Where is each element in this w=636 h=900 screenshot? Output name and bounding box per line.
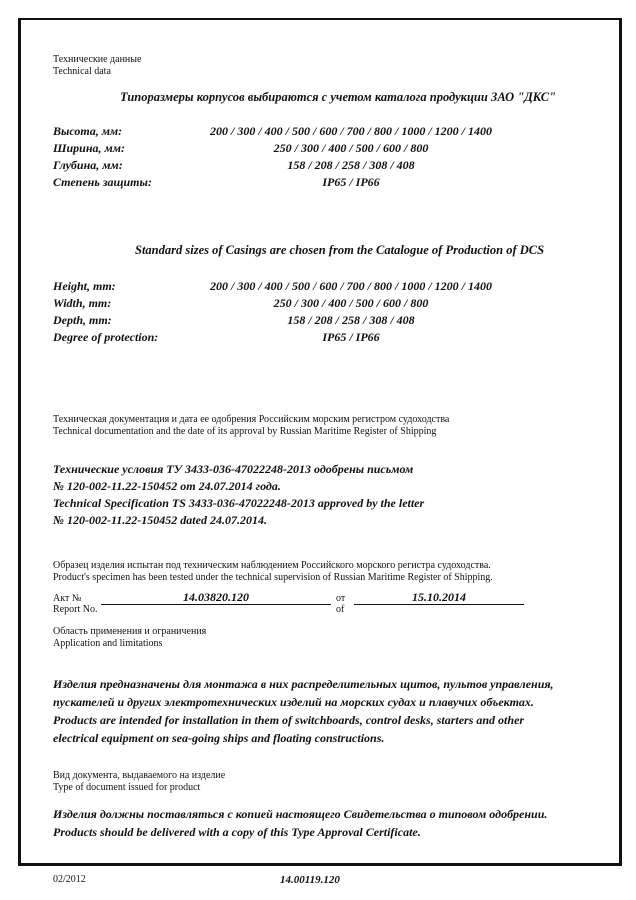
application-line: Products are intended for installation in them of switchboards, control desks, starters and other — [53, 713, 525, 727]
spec-label: Ширина, мм: — [53, 141, 125, 155]
spec-value: 200 / 300 / 400 / 500 / 600 / 700 / 800 / 1000 / 1200 / 1400 — [209, 279, 492, 293]
specimen-ru: Образец изделия испытан под техническим наблюдением Российского морского регистра судоходства. — [53, 560, 491, 571]
report-label-ru: Акт № — [53, 593, 82, 604]
spec-value: 158 / 208 / 258 / 308 / 408 — [287, 158, 415, 172]
spec-label: Степень защиты: — [53, 175, 152, 189]
technical-data-en: Technical data — [53, 66, 111, 77]
doc-type-line: Изделия должны поставляться с копией настоящего Свидетельства о типовом одобрении. — [53, 807, 548, 821]
specimen-en: Product's specimen has been tested under the technical supervision of Russian Maritime Register of Shipping. — [53, 572, 493, 583]
casings-heading-en: Standard sizes of Casings are chosen from the Catalogue of Production of DCS — [135, 243, 545, 257]
spec-value: 250 / 300 / 400 / 500 / 600 / 800 — [273, 141, 429, 155]
spec-value: IP65 / IP66 — [322, 330, 380, 344]
doc-type-ru: Вид документа, выдаваемого на изделие — [53, 770, 226, 781]
spec-label: Height, mm: — [53, 279, 116, 293]
report-of-ru: от — [336, 593, 346, 604]
application-line: electrical equipment on sea-going ships and floating constructions. — [53, 731, 385, 745]
tech-spec-line: № 120-002-11.22-150452 от 24.07.2014 года. — [53, 479, 281, 493]
tech-spec-line: Technical Specification TS 3433-036-47022248-2013 approved by the letter — [53, 496, 425, 510]
spec-label: Depth, mm: — [53, 313, 112, 327]
application-line: пускателей и других электротехнических изделий на морских судах и плавучих объектах. — [53, 695, 534, 709]
tech-doc-ru: Техническая документация и дата ее одобрения Российским морским регистром судоходства — [53, 414, 450, 425]
form-code: 02/2012 — [53, 874, 86, 885]
spec-label: Width, mm: — [53, 296, 112, 310]
application-ru: Область применения и ограничения — [53, 626, 207, 637]
tech-spec-line: Технические условия ТУ 3433-036-47022248-2013 одобрены письмом — [53, 462, 414, 476]
doc-type-line: Products should be delivered with a copy of this Type Approval Certificate. — [53, 825, 421, 839]
application-en: Application and limitations — [53, 638, 163, 649]
report-label-en: Report No. — [53, 604, 98, 615]
report-of-en: of — [336, 604, 345, 615]
report-number: 14.03820.120 — [101, 590, 331, 605]
spec-value: 200 / 300 / 400 / 500 / 600 / 700 / 800 / 1000 / 1200 / 1400 — [209, 124, 492, 138]
spec-value: 158 / 208 / 258 / 308 / 408 — [287, 313, 415, 327]
certificate-number: 14.00119.120 — [280, 874, 340, 886]
technical-data-ru: Технические данные — [53, 54, 142, 65]
application-line: Изделия предназначены для монтажа в них распределительных щитов, пультов управления, — [53, 677, 554, 691]
tech-doc-en: Technical documentation and the date of its approval by Russian Maritime Register of Shipping — [53, 426, 437, 437]
spec-value: IP65 / IP66 — [322, 175, 380, 189]
spec-label: Высота, мм: — [53, 124, 123, 138]
doc-type-en: Type of document issued for product — [53, 782, 201, 793]
spec-label: Глубина, мм: — [53, 158, 123, 172]
spec-value: 250 / 300 / 400 / 500 / 600 / 800 — [273, 296, 429, 310]
spec-label: Degree of protection: — [53, 330, 159, 344]
casings-heading-ru: Типоразмеры корпусов выбираются с учетом каталога продукции ЗАО "ДКС" — [120, 90, 556, 104]
report-date: 15.10.2014 — [354, 590, 524, 605]
tech-spec-line: № 120-002-11.22-150452 dated 24.07.2014. — [53, 513, 267, 527]
